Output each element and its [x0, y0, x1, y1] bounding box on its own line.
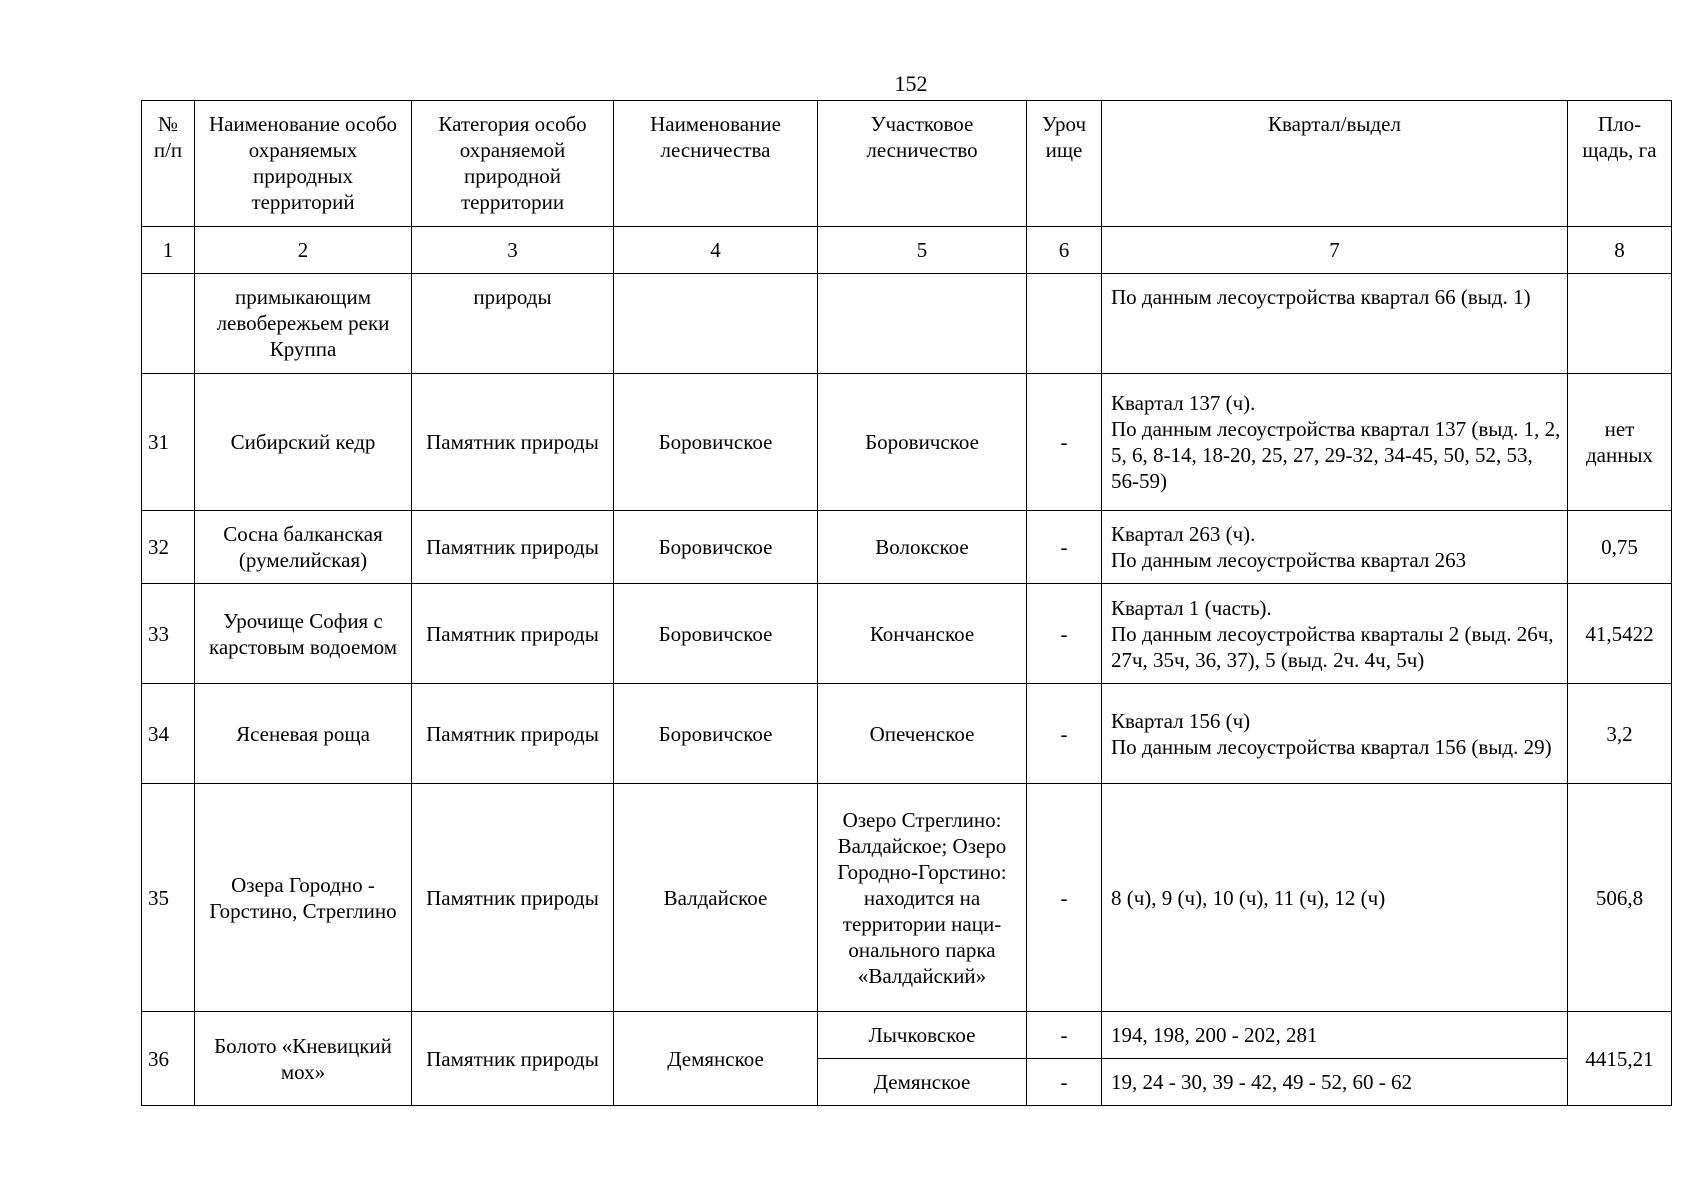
district-cell: Опеченское	[818, 684, 1027, 784]
district-cell: Лычковское	[818, 1012, 1027, 1059]
header-cell: № п/п	[142, 101, 195, 227]
continuation-row	[142, 274, 1672, 374]
header-cell: Уроч ище	[1027, 101, 1102, 227]
protected-areas-table	[141, 100, 1672, 1106]
tract-cell: -	[1027, 374, 1102, 511]
column-number: 2	[195, 227, 412, 274]
area-cell	[1568, 274, 1672, 374]
quarter-cell: 19, 24 - 30, 39 - 42, 49 - 52, 60 - 62	[1102, 1059, 1568, 1106]
quarter-cell: 8 (ч), 9 (ч), 10 (ч), 11 (ч), 12 (ч)	[1102, 784, 1568, 1012]
column-number: 5	[818, 227, 1027, 274]
forestry-cell: Боровичское	[614, 374, 818, 511]
quarter-cell: Квартал 137 (ч). По данным лесоустройства квартал 137 (выд. 1, 2, 5, 6, 8-14, 18-20, 25, 27, 29-32, 34-45, 50, 52, 53, 56-59)	[1102, 374, 1568, 511]
tract-cell	[1027, 274, 1102, 374]
num-cell: 33	[142, 584, 195, 684]
forestry-cell: Демянское	[614, 1012, 818, 1106]
quarter-cell: 194, 198, 200 - 202, 281	[1102, 1012, 1568, 1059]
table-row	[142, 684, 1672, 784]
table-row	[142, 584, 1672, 684]
name-cell: Урочище София с карстовым водоемом	[195, 584, 412, 684]
num-cell: 34	[142, 684, 195, 784]
quarter-cell: Квартал 263 (ч). По данным лесоустройства квартал 263	[1102, 511, 1568, 584]
name-cell: примыкающим левобережьем реки Круппа	[195, 274, 412, 374]
area-cell: 506,8	[1568, 784, 1672, 1012]
district-cell	[818, 274, 1027, 374]
page-number: 152	[894, 71, 928, 96]
column-number: 4	[614, 227, 818, 274]
forestry-cell: Валдайское	[614, 784, 818, 1012]
area-cell: 3,2	[1568, 684, 1672, 784]
name-cell: Болото «Кневицкий мох»	[195, 1012, 412, 1106]
header-row	[142, 101, 1672, 227]
tract-cell: -	[1027, 684, 1102, 784]
category-cell: Памятник природы	[412, 511, 614, 584]
category-cell: Памятник природы	[412, 784, 614, 1012]
column-number: 7	[1102, 227, 1568, 274]
header-cell: Участковое лесничество	[818, 101, 1027, 227]
quarter-cell: Квартал 156 (ч) По данным лесоустройства квартал 156 (выд. 29)	[1102, 684, 1568, 784]
tract-cell: -	[1027, 1059, 1102, 1106]
category-cell: Памятник природы	[412, 374, 614, 511]
district-cell: Боровичское	[818, 374, 1027, 511]
quarter-cell: По данным лесоустройства квартал 66 (выд. 1)	[1102, 274, 1568, 374]
header-cell: Квартал/выдел	[1102, 101, 1568, 227]
table-row	[142, 784, 1672, 1012]
column-number: 3	[412, 227, 614, 274]
name-cell: Ясеневая роща	[195, 684, 412, 784]
district-cell: Демянское	[818, 1059, 1027, 1106]
column-number-row	[142, 227, 1672, 274]
district-cell: Кончанское	[818, 584, 1027, 684]
name-cell: Сосна балканская (румелийская)	[195, 511, 412, 584]
forestry-cell: Боровичское	[614, 584, 818, 684]
num-cell: 35	[142, 784, 195, 1012]
column-number: 6	[1027, 227, 1102, 274]
table-row	[142, 511, 1672, 584]
forestry-cell: Боровичское	[614, 511, 818, 584]
area-cell: нет данных	[1568, 374, 1672, 511]
num-cell: 32	[142, 511, 195, 584]
column-number: 1	[142, 227, 195, 274]
tract-cell: -	[1027, 1012, 1102, 1059]
name-cell: Озера Городно - Горстино, Стреглино	[195, 784, 412, 1012]
area-cell: 4415,21	[1568, 1012, 1672, 1106]
header-cell: Наименование особо охраняемых природных территорий	[195, 101, 412, 227]
quarter-cell: Квартал 1 (часть). По данным лесоустройства кварталы 2 (выд. 26ч, 27ч, 35ч, 36, 37), 5 (выд. 2ч. 4ч, 5ч)	[1102, 584, 1568, 684]
header-cell: Категория особо охраняемой природной территории	[412, 101, 614, 227]
tract-cell: -	[1027, 584, 1102, 684]
header-cell: Наименование лесничества	[614, 101, 818, 227]
district-cell: Волокское	[818, 511, 1027, 584]
area-cell: 41,5422	[1568, 584, 1672, 684]
category-cell: природы	[412, 274, 614, 374]
category-cell: Памятник природы	[412, 684, 614, 784]
tract-cell: -	[1027, 784, 1102, 1012]
category-cell: Памятник природы	[412, 1012, 614, 1106]
name-cell: Сибирский кедр	[195, 374, 412, 511]
forestry-cell: Боровичское	[614, 684, 818, 784]
table-row	[142, 1012, 1672, 1059]
tract-cell: -	[1027, 511, 1102, 584]
num-cell	[142, 274, 195, 374]
num-cell: 31	[142, 374, 195, 511]
district-cell: Озеро Стреглино: Валдайское; Озеро Городно-Горстино: находится на территории наци-онального парка «Валдайский»	[818, 784, 1027, 1012]
forestry-cell	[614, 274, 818, 374]
area-cell: 0,75	[1568, 511, 1672, 584]
header-cell: Пло-щадь, га	[1568, 101, 1672, 227]
table-row	[142, 374, 1672, 511]
column-number: 8	[1568, 227, 1672, 274]
category-cell: Памятник природы	[412, 584, 614, 684]
num-cell: 36	[142, 1012, 195, 1106]
